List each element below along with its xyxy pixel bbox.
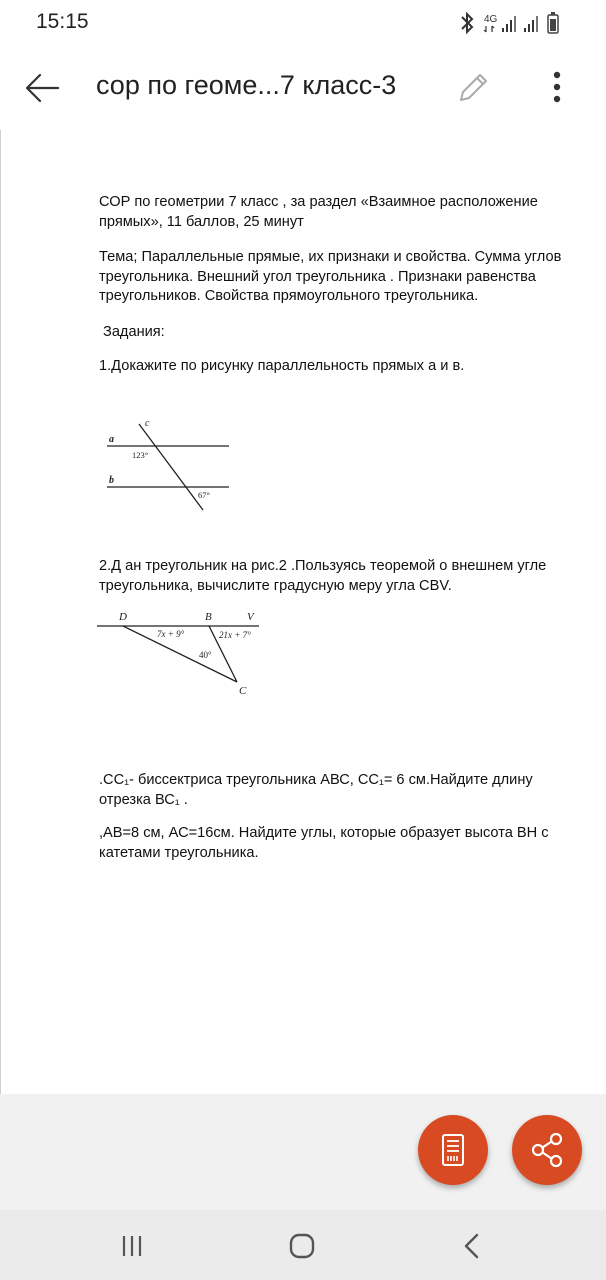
nav-back-icon[interactable] — [458, 1230, 486, 1262]
network-type-label: 4G — [484, 14, 498, 25]
document-heading: СОР по геометрии 7 класс , за раздел «Взаимное расположение прямых», 11 баллов, 25 минут — [99, 194, 538, 230]
recent-apps-icon[interactable] — [118, 1232, 148, 1260]
document-page[interactable] — [0, 130, 606, 1094]
home-icon[interactable] — [286, 1230, 318, 1262]
share-icon — [512, 1115, 582, 1185]
document-title: сор по геоме...7 класс-3 — [96, 70, 397, 100]
line-c — [139, 424, 203, 510]
label-v: V — [247, 611, 254, 623]
status-time: 15:15 — [36, 10, 89, 33]
angle-label-67: 67° — [198, 490, 210, 500]
label-b: b — [109, 475, 114, 486]
task-4-text: ,АВ=8 см, АС=16см. Найдите углы, которые образует высота ВН с катетами треугольника. — [99, 825, 549, 861]
status-bar — [0, 0, 606, 46]
task-2-text: 2.Д ан треугольник на рис.2 .Пользуясь теоремой о внешнем угле треугольника, вычислите градусную меру угла CBV. — [99, 558, 547, 594]
bluetooth-icon — [462, 14, 472, 32]
battery-icon — [548, 12, 558, 33]
app-bar — [0, 46, 606, 131]
signal-icon-1 — [502, 16, 516, 32]
pencil-icon — [452, 68, 492, 108]
angle-label-c: 40° — [199, 650, 212, 660]
task-3-text: .СС₁- биссектриса треугольника АВС, СС₁= 6 см.Найдите длину отрезка ВС₁ . — [99, 772, 533, 808]
more-options-button[interactable] — [544, 68, 570, 108]
angle-label-123: 123° — [132, 450, 149, 460]
signal-icon-2 — [524, 16, 538, 32]
read-mode-button[interactable] — [418, 1115, 488, 1185]
edit-button[interactable] — [452, 68, 492, 108]
angle-label-v: 21x + 7° — [219, 630, 251, 640]
document-topic: Тема; Параллельные прямые, их признаки и свойства. Сумма углов треугольника. Внешний угол треугольника . Признаки равенства треугольников. Свойства прямоугольного треугольника. — [99, 249, 562, 304]
status-icons — [458, 10, 578, 36]
read-mode-icon — [418, 1115, 488, 1185]
tasks-label: Задания: — [103, 324, 165, 340]
label-a: a — [109, 434, 114, 445]
more-vertical-icon — [544, 68, 570, 108]
label-b2: B — [205, 611, 212, 623]
back-arrow-icon — [22, 68, 62, 108]
label-c2: C — [239, 685, 247, 697]
back-button[interactable] — [22, 68, 62, 108]
task-1-text: 1.Докажите по рисунку параллельность прямых а и в. — [99, 358, 465, 374]
label-d: D — [119, 611, 127, 623]
share-button[interactable] — [512, 1115, 582, 1185]
label-c: c — [145, 418, 150, 429]
system-navigation-bar — [0, 1210, 606, 1280]
angle-label-d: 7x + 9° — [157, 629, 185, 639]
figure-2-triangle — [97, 606, 277, 706]
figure-1-parallel-lines — [99, 412, 239, 512]
